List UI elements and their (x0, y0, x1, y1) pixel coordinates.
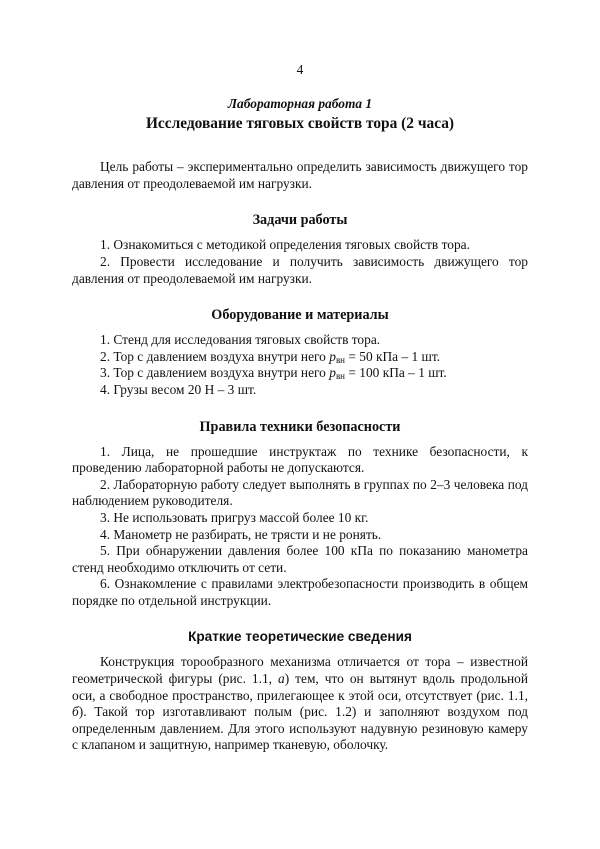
safety-item: 6. Ознакомление с правилами электробезопасности производить в общем порядке по отдельной инструкции. (72, 576, 528, 608)
safety-item: 3. Не использовать пригруз массой более 10 кг. (100, 509, 369, 525)
safety-item: 5. При обнаружении давления более 100 кПа по показанию манометра стенд необходимо отключить от сети. (72, 543, 528, 575)
theory-heading: Краткие теоретические сведения (188, 629, 412, 645)
pressure-symbol: p (329, 365, 336, 381)
theory-text: Конструкция торообразного механизма отличается от тора – известной геометрической фигуры (рис. 1.1, (72, 654, 528, 687)
equipment-item-value: = 50 кПа – 1 шт. (345, 348, 441, 364)
pressure-subscript: вн (335, 371, 346, 382)
pressure-symbol: p (329, 348, 336, 364)
pressure-subscript: вн (335, 354, 346, 365)
task-item: 1. Ознакомиться с методикой определения тяговых свойств тора. (100, 237, 470, 253)
equipment-heading: Оборудование и материалы (211, 307, 389, 324)
page-number: 4 (296, 62, 304, 77)
main-title: Исследование тяговых свойств тора (2 часа) (145, 115, 455, 133)
document-page (72, 62, 528, 754)
theory-text: ). Такой тор изготавливают полым (рис. 1.2) и заполняют воздухом под определенным давлением. Для этого используют надувную резиновую камеру с клапаном и защитную, например тканевую, оболочку. (72, 704, 528, 753)
task-item: 2. Провести исследование и получить зависимость движущего тор давления от преодолеваемой им нагрузки. (72, 253, 528, 286)
theory-paragraph (72, 654, 528, 754)
theory-text: ) тем, что он вытянут вдоль продольной оси, а свободное пространство, прилегающее к этой оси, отсутствует (рис. 1.1, (72, 671, 528, 703)
equipment-item-text: 2. Тор с давлением воздуха внутри него (100, 348, 330, 364)
equipment-item (72, 349, 528, 366)
goal-paragraph: Цель работы – экспериментально определить зависимость движущего тор давления от преодолеваемой им нагрузки. (72, 159, 528, 191)
lab-title: Лабораторная работа 1 (227, 95, 373, 111)
figure-letter-a: а (278, 671, 285, 687)
figure-letter-b: б (72, 704, 79, 720)
safety-item: 4. Манометр не разбирать, не трясти и не ронять. (100, 526, 382, 542)
safety-item: 1. Лица, не прошедшие инструктаж по технике безопасности, к проведению лабораторной работы не допускаются. (72, 443, 528, 476)
equipment-item-value: = 100 кПа – 1 шт. (345, 365, 447, 381)
safety-item: 2. Лабораторную работу следует выполнять в группах по 2–3 человека под наблюдением руководителя. (72, 476, 528, 509)
safety-heading: Правила техники безопасности (199, 418, 401, 435)
equipment-item: 4. Грузы весом 20 Н – 3 шт. (100, 381, 257, 397)
equipment-item (72, 365, 528, 382)
tasks-heading: Задачи работы (252, 212, 348, 229)
equipment-item-text: 3. Тор с давлением воздуха внутри него (100, 365, 330, 381)
equipment-item: 1. Стенд для исследования тяговых свойств тора. (100, 332, 381, 348)
